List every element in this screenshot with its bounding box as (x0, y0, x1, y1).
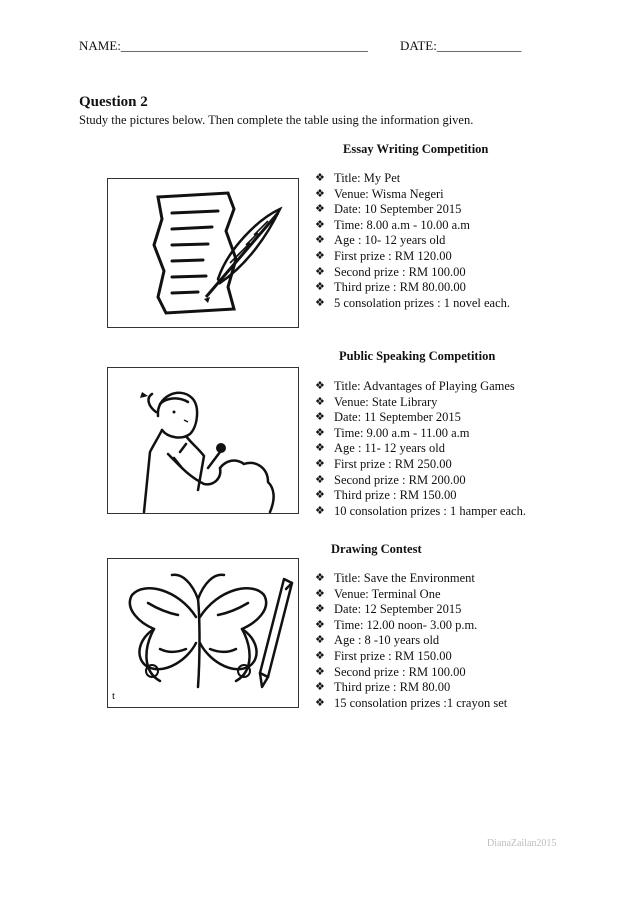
list-item: ❖ Date: 12 September 2015 (315, 602, 462, 617)
drawing-section-title: Drawing Contest (331, 542, 422, 556)
list-item: ❖ Third prize : RM 150.00 (315, 488, 457, 503)
list-item: ❖ Time: 12.00 noon- 3.00 p.m. (315, 617, 478, 632)
list-item: ❖ Age : 10- 12 years old (315, 233, 446, 248)
speaking-picture (107, 367, 299, 514)
list-item: ❖ Age : 8 -10 years old (315, 633, 440, 648)
girl-with-microphone-icon (108, 368, 298, 513)
list-item: ❖ Title: My Pet (315, 171, 401, 185)
essay-section-title: Essay Writing Competition (343, 142, 489, 156)
list-item: ❖ Title: Advantages of Playing Games (315, 379, 515, 393)
list-item: ❖ Time: 9.00 a.m - 11.00 a.m (315, 425, 470, 440)
essay-picture (107, 178, 299, 328)
list-item: ❖ Age : 11- 12 years old (315, 441, 445, 456)
list-item: ❖ Venue: Terminal One (315, 586, 441, 601)
list-item: ❖ Time: 8.00 a.m - 10.00 a.m (315, 217, 470, 232)
drawing-picture (107, 558, 299, 708)
list-item: ❖ Date: 10 September 2015 (315, 202, 462, 217)
list-item: ❖ Date: 11 September 2015 (315, 410, 461, 425)
list-item: ❖ 10 consolation prizes : 1 hamper each. (315, 503, 526, 518)
essay-details-list (314, 171, 510, 311)
footer-credit: DianaZailan2015 (487, 838, 557, 849)
date-field-label: DATE:_____________ (400, 38, 522, 53)
list-item: ❖ First prize : RM 120.00 (315, 248, 452, 263)
name-field-label: NAME:______________________________________ (79, 38, 368, 53)
butterfly-with-crayon-icon (108, 559, 298, 707)
drawing-details-list (314, 571, 507, 711)
list-item: ❖ 15 consolation prizes :1 crayon set (315, 695, 508, 710)
quill-pen-paper-icon (108, 179, 298, 327)
list-item: ❖ Second prize : RM 200.00 (315, 472, 466, 487)
list-item: ❖ First prize : RM 150.00 (315, 648, 452, 663)
list-item: ❖ 5 consolation prizes : 1 novel each. (315, 295, 510, 310)
list-item: ❖ Third prize : RM 80.00 (315, 680, 451, 695)
list-item: ❖ Second prize : RM 100.00 (315, 264, 466, 279)
list-item: ❖ Third prize : RM 80.00.00 (315, 280, 466, 295)
list-item: ❖ Venue: Wisma Negeri (315, 186, 444, 201)
speaking-section-title: Public Speaking Competition (339, 349, 496, 363)
list-item: ❖ Title: Save the Environment (315, 571, 475, 585)
question-title: Question 2 (79, 94, 148, 110)
list-item: ❖ First prize : RM 250.00 (315, 456, 452, 471)
stray-mark-text: t (112, 690, 116, 702)
speaking-details-list (314, 379, 526, 519)
question-instruction: Study the pictures below. Then complete the table using the information given. (79, 113, 474, 127)
list-item: ❖ Second prize : RM 100.00 (315, 664, 466, 679)
list-item: ❖ Venue: State Library (315, 394, 438, 409)
